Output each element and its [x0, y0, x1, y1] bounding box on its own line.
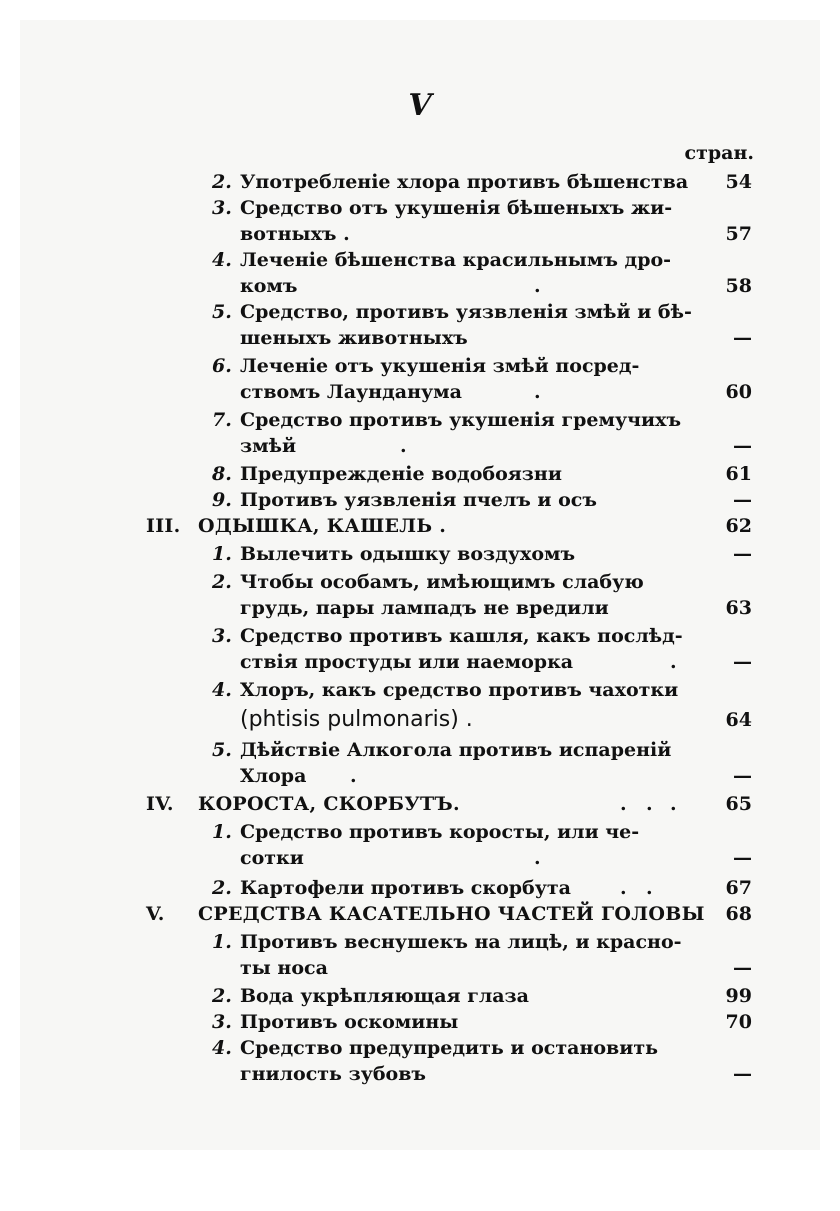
leader-dot: . — [646, 877, 653, 899]
page-number: — — [733, 1063, 752, 1085]
toc-entry-continued: ствомъ Лаунданума — [240, 381, 462, 403]
toc-entry-continued: сотки — [240, 847, 304, 869]
toc-entry-continued: ствія простуды или наеморка — [240, 651, 574, 673]
page-number: 61 — [725, 463, 752, 485]
toc-entry: 4. Средство предупредить и остановить — [212, 1037, 658, 1059]
page-number: 63 — [725, 597, 752, 619]
section-heading: V. СРЕДСТВА КАСАТЕЛЬНО ЧАСТЕЙ ГОЛОВЫ — [146, 903, 705, 925]
toc-entry-continued: гнилость зубовъ — [240, 1063, 426, 1085]
toc-entry: 3. Противъ оскомины — [212, 1011, 459, 1033]
leader-dot: . — [670, 651, 677, 673]
toc-entry-continued: змѣй — [240, 435, 297, 457]
toc-entry: 1. Вылечить одышку воздухомъ — [212, 543, 576, 565]
leader-dot: . — [646, 793, 653, 815]
toc-entry-continued: (phtisis pulmonaris) . — [240, 707, 473, 732]
page-roman-numeral: V — [408, 88, 432, 123]
section-heading: IV. КОРОСТА, СКОРБУТЪ. — [146, 793, 460, 815]
toc-entry: 9. Противъ уязвленія пчелъ и осъ — [212, 489, 597, 511]
page-column-label: стран. — [684, 142, 754, 164]
leader-dot: . — [400, 435, 407, 457]
toc-entry: 4. Хлоръ, какъ средство противъ чахотки — [212, 679, 679, 701]
page-number: — — [733, 765, 752, 787]
toc-entry: 2. Картофели противъ скорбута — [212, 877, 571, 899]
toc-entry: 1. Средство противъ коросты, или че- — [212, 821, 640, 843]
page-number: 65 — [725, 793, 752, 815]
toc-entry: 8. Предупрежденіе водобоязни — [212, 463, 562, 485]
toc-entry: 5. Дѣйствіе Алкогола противъ испареній — [212, 739, 672, 761]
section-heading: III. ОДЫШКА, КАШЕЛЬ . — [146, 515, 447, 537]
page-number: — — [733, 651, 752, 673]
toc-entry-continued: комъ — [240, 275, 298, 297]
leader-dot: . — [620, 793, 627, 815]
toc-entry: 1. Противъ веснушекъ на лицѣ, и красно- — [212, 931, 682, 953]
page-number: — — [733, 435, 752, 457]
toc-entry: 2. Чтобы особамъ, имѣющимъ слабую — [212, 571, 644, 593]
toc-entry: 7. Средство противъ укушенія гремучихъ — [212, 409, 682, 431]
toc-entry-continued: вотныхъ . — [240, 223, 350, 245]
page-number: — — [733, 543, 752, 565]
page-number: 60 — [725, 381, 752, 403]
toc-entry-continued: шеныхъ животныхъ — [240, 327, 468, 349]
page-number: 68 — [725, 903, 752, 925]
page-number: 54 — [725, 171, 752, 193]
toc-entry: 6. Леченіе отъ укушенія змѣй посред- — [212, 355, 640, 377]
page-number: 67 — [725, 877, 752, 899]
toc-entry: 5. Средство, противъ уязвленія змѣй и бѣ- — [212, 301, 692, 323]
page-number: — — [733, 957, 752, 979]
page-number: 62 — [725, 515, 752, 537]
page-number: 99 — [725, 985, 752, 1007]
toc-entry: 3. Средство противъ кашля, какъ послѣд- — [212, 625, 683, 647]
leader-dot: . — [534, 381, 541, 403]
toc-entry-continued: грудь, пары лампадъ не вредили — [240, 597, 609, 619]
leader-dot: . — [534, 275, 541, 297]
book-page — [20, 20, 820, 1150]
page-number: 70 — [725, 1011, 752, 1033]
leader-dot: . — [670, 793, 677, 815]
page-number: — — [733, 847, 752, 869]
page-number: 57 — [725, 223, 752, 245]
toc-entry-continued: ты носа — [240, 957, 328, 979]
leader-dot: . — [620, 877, 627, 899]
toc-entry: 3. Средство отъ укушенія бѣшеныхъ жи- — [212, 197, 673, 219]
leader-dot: . — [534, 847, 541, 869]
page-number: 64 — [725, 709, 752, 731]
page-number: — — [733, 327, 752, 349]
leader-dot: . — [350, 765, 357, 787]
toc-entry: 4. Леченіе бѣшенства красильнымъ дро- — [212, 249, 672, 271]
page-number: 58 — [725, 275, 752, 297]
toc-entry: 2. Вода укрѣпляющая глаза — [212, 985, 529, 1007]
toc-entry: 2. Употребленіе хлора противъ бѣшенства — [212, 171, 689, 193]
page-number: — — [733, 489, 752, 511]
toc-entry-continued: Хлора — [240, 765, 307, 787]
